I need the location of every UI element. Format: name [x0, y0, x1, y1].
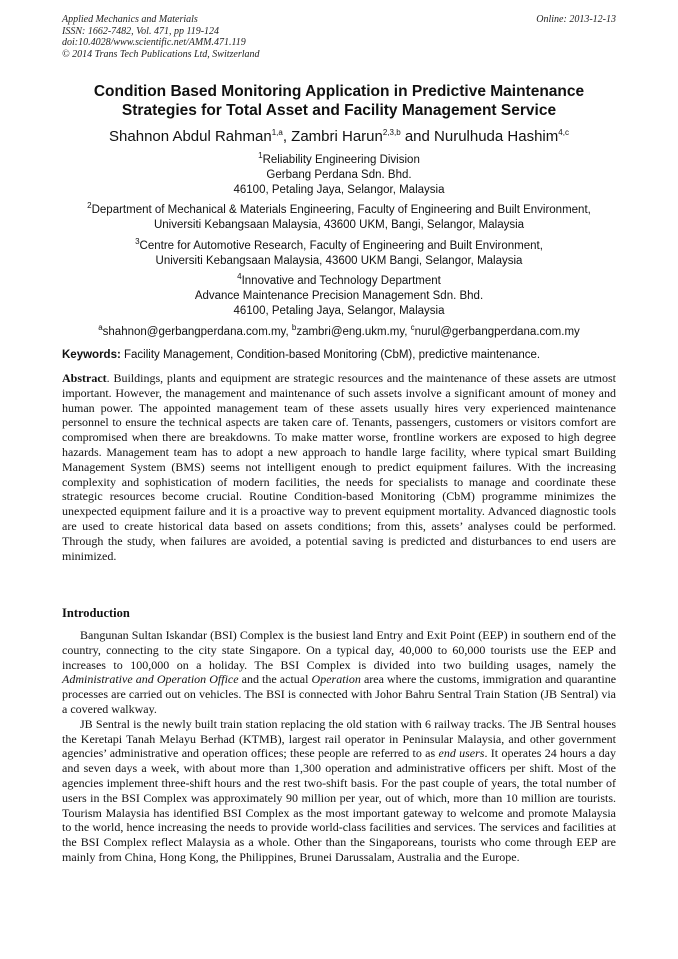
affiliation-superscript: 4: [237, 272, 242, 281]
paragraph-text: JB Sentral is the newly built train station replacing the old station with 6 railway tracks. The JB Sentral houses the Keretapi Tanah Melayu Berhad (KTMB), largest rail operator in Peninsular Malaysia, and other government agencies’ administrative and operation offices; these people are referred to as: [62, 716, 616, 761]
journal-header: [62, 14, 616, 60]
affiliation-line: Reliability Engineering Division: [262, 153, 420, 166]
author-superscript: 2,3,b: [382, 128, 401, 137]
keywords: [62, 348, 616, 363]
paragraph-emphasis: Operation: [311, 672, 361, 687]
issn-line: ISSN: 1662-7482, Vol. 471, pp 119-124: [62, 25, 220, 37]
email-superscript: b: [291, 323, 297, 332]
author-name: Zambri Harun: [291, 128, 383, 145]
affiliation-line: Universiti Kebangsaan Malaysia, 43600 UKM Bangi, Selangor, Malaysia: [155, 254, 523, 267]
affiliation-line: Advance Maintenance Precision Management Sdn. Bhd.: [194, 289, 484, 302]
abstract-label: Abstract: [62, 371, 107, 385]
title-line-1: Condition Based Monitoring Application in Predictive Maintenance: [93, 83, 585, 100]
paragraph-emphasis: end users: [438, 746, 485, 761]
section-heading: Introduction: [62, 606, 130, 620]
affiliation-superscript: 2: [87, 201, 92, 210]
paragraph-text: and the actual: [238, 672, 312, 687]
affiliation-2: [62, 198, 616, 233]
keywords-label: Keywords:: [62, 349, 121, 361]
email-superscript: a: [98, 323, 103, 332]
affiliation-line: Gerbang Perdana Sdn. Bhd.: [266, 168, 412, 181]
keywords-text: Facility Management, Condition-based Monitoring (CbM), predictive maintenance.: [120, 349, 541, 361]
affiliation-line: Centre for Automotive Research, Faculty of Engineering and Built Environment,: [139, 239, 543, 252]
affiliation-line: Innovative and Technology Department: [241, 274, 441, 287]
author-emails: [62, 320, 616, 340]
email-superscript: c: [410, 323, 415, 332]
author-separator: and: [400, 128, 435, 145]
paragraph-text: area where the customs, immigration and quarantine processes are carried out on vehicles. The BSI is connected with Johor Bahru Sentral Train Station (JB Sentral) via a covered walkway.: [62, 672, 617, 716]
affiliation-superscript: 1: [258, 151, 263, 160]
affiliation-line: 46100, Petaling Jaya, Selangor, Malaysia: [233, 304, 445, 317]
copyright-line: © 2014 Trans Tech Publications Ltd, Switzerland: [62, 48, 260, 60]
affiliation-4: [62, 269, 616, 319]
affiliation-line: Universiti Kebangsaan Malaysia, 43600 UKM, Bangi, Selangor, Malaysia: [153, 218, 525, 231]
paragraph: [62, 717, 616, 865]
paper-title: [62, 83, 616, 120]
email-address[interactable]: zambri@eng.ukm.my,: [296, 325, 411, 338]
affiliation-1: [62, 148, 616, 198]
affiliation-line: 46100, Petaling Jaya, Selangor, Malaysia: [233, 183, 445, 196]
paragraph: [62, 628, 616, 717]
affiliation-3: [62, 234, 616, 269]
affiliation-line: Department of Mechanical & Materials Engineering, Faculty of Engineering and Built Environment,: [91, 203, 591, 216]
abstract: [62, 371, 616, 563]
author-name: Nurulhuda Hashim: [434, 128, 559, 145]
journal-name: Applied Mechanics and Materials: [62, 14, 198, 25]
email-address[interactable]: shahnon@gerbangperdana.com.my,: [102, 325, 292, 338]
title-line-2: Strategies for Total Asset and Facility Management Service: [121, 101, 557, 119]
paragraph-emphasis: Administrative and Operation Office: [62, 672, 239, 687]
author-separator: ,: [282, 128, 292, 145]
doi-line: doi:10.4028/www.scientific.net/AMM.471.119: [62, 37, 246, 48]
author-superscript: 1,a: [271, 128, 283, 137]
online-date: Online: 2013-12-13: [536, 14, 616, 25]
author-superscript: 4,c: [558, 128, 569, 137]
paragraph-text: . It operates 24 hours a day and seven days a week, with about more than 1,300 operation and administrative officers per shift. Most of the agencies implement three-shift hours and the rest two-shift basis. For the past couple of years, the total number of users in the BSI Complex was approximately 90 million per year, out of which, more than 10 million are tourists. Tourism Malaysia has identified BSI Complex as the most important gateway to welcome and promote Malaysia to the world, hence increasing the needs to provide world-class facilities and services. The services and facilities at the BSI Complex reflect Malaysia as a whole. Other than the Singaporeans, tourists who come through EEP are mainly from China, Hong Kong, the Philippines, Brunei Darussalam, Australia and the Europe.: [62, 746, 616, 864]
email-address[interactable]: nurul@gerbangperdana.com.my: [414, 325, 580, 338]
author-list: [62, 124, 616, 146]
introduction-body: [62, 628, 616, 865]
author-name: Shahnon Abdul Rahman: [109, 128, 272, 145]
paragraph-text: Bangunan Sultan Iskandar (BSI) Complex is the busiest land Entry and Exit Point (EEP) in southern end of the country, connecting to the city state Singapore. On a typical day, 40,000 to 60,000 tourists use the EEP and increases to 100,000 on a holiday. The BSI Complex is divided into two building usages, namely the: [62, 628, 616, 672]
affiliation-superscript: 3: [135, 237, 140, 246]
abstract-text: . Buildings, plants and equipment are strategic resources and the maintenance of these assets are utmost important. However, the management and maintenance of such assets involve a significant amount of money and human power. The appointed management team of these assets usually hires very experienced maintenance personnel to ensure the technical aspects are taken care of. Tenants, passengers, customers or visitors comfort are compromised when there are breakdowns. To make matter worse, frontline workers are exposed to high degree hazards. Management team has to adopt a new approach to handle large facility, where typical smart Building Management System (BMS) seems not intelligent enough to predict equipment failures. With the increasing complexity and sophistication of modern facilities, the needs for specialists to manage and coordinate these strategic resources become crucial. Routine Condition-based Monitoring (CbM) programme minimizes the unexpected equipment failure and it is a proactive way to prevent equipment mortality. Advanced diagnostic tools are used to create historical data based on assets conditions; from this, assets’ analyses could be performed. Through the study, when failures are avoided, a potential saving is predicted and disturbances to end users are minimized.: [62, 371, 616, 563]
